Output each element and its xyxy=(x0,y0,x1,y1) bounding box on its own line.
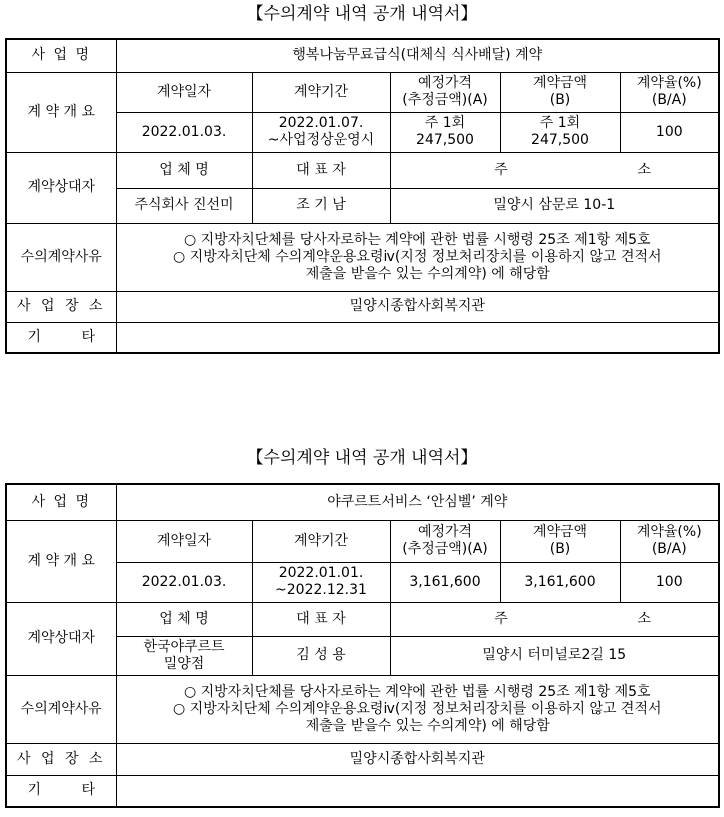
label-counterparty: 계약상대자 xyxy=(6,602,116,675)
contract-amount-line1: 3,161,600 xyxy=(524,573,596,590)
header-representative: 대 표 자 xyxy=(252,152,390,188)
company-name-value xyxy=(116,636,252,675)
estimated-price-value xyxy=(390,112,500,152)
estimated-price-line2: 247,500 xyxy=(416,132,474,148)
estimated-price-line1: 3,161,600 xyxy=(409,573,481,590)
contract-date-value: 2022.01.03. xyxy=(116,562,252,602)
header-contract-rate-line1: 계약율(%) xyxy=(636,75,702,91)
header-address xyxy=(390,602,719,636)
contract-period-value xyxy=(252,112,390,152)
header-contract-amount-line1: 계약금액 xyxy=(532,524,588,540)
company-name-line1: 한국야쿠르트 xyxy=(143,638,225,655)
address-value: 밀양시 삼문로 10-1 xyxy=(390,188,719,223)
header-estimated-price-line1: 예정가격 xyxy=(417,524,473,540)
header-company-name: 업 체 명 xyxy=(116,602,252,636)
site-value: 밀양시종합사회복지관 xyxy=(116,743,719,775)
label-site: 사 업 장 소 xyxy=(6,291,116,322)
site-value: 밀양시종합사회복지관 xyxy=(116,291,719,322)
header-contract-amount-line2: (B) xyxy=(549,541,571,557)
estimated-price-line1: 주 1회 xyxy=(424,115,466,131)
header-estimated-price xyxy=(390,72,500,112)
contract-period-start: 2022.01.07. xyxy=(278,115,364,131)
project-name-value: 야쿠르트서비스 ‘안심벨’ 계약 xyxy=(116,484,719,520)
reason-line-1: ○ 지방자치단체를 당사자로하는 계약에 관한 법률 시행령 25조 제1항 제5호 xyxy=(183,231,651,248)
document-title: 【수의계약 내역 공개 내역서】 xyxy=(246,448,478,468)
other-value xyxy=(116,775,719,807)
header-address-a: 주 xyxy=(494,610,508,627)
header-contract-date: 계약일자 xyxy=(116,520,252,562)
header-contract-amount-line1: 계약금액 xyxy=(532,75,588,91)
label-contract-summary: 계 약 개 요 xyxy=(6,72,116,152)
contract-period-end: ~사업정상운영시 xyxy=(267,132,375,148)
label-reason: 수의계약사유 xyxy=(6,223,116,291)
label-other: 기 타 xyxy=(6,775,116,807)
label-reason: 수의계약사유 xyxy=(6,675,116,743)
label-counterparty: 계약상대자 xyxy=(6,152,116,223)
header-address xyxy=(390,152,719,188)
estimated-price-value xyxy=(390,562,500,602)
contract-amount-line1: 주 1회 xyxy=(539,115,581,131)
header-address-a: 주 xyxy=(494,161,508,178)
contract-amount-line2: 247,500 xyxy=(531,132,589,148)
representative-value: 조 기 남 xyxy=(252,188,390,223)
reason-line-3: 제출을 받을수 있는 수의계약) 에 해당함 xyxy=(305,717,550,734)
contract-amount-value xyxy=(500,112,620,152)
header-contract-amount-line2: (B) xyxy=(549,92,571,108)
header-contract-rate-line1: 계약율(%) xyxy=(636,524,702,540)
header-company-name: 업 체 명 xyxy=(116,152,252,188)
reason-value xyxy=(116,675,719,743)
header-estimated-price-line2: (추정금액)(A) xyxy=(402,541,488,557)
reason-value xyxy=(116,223,719,291)
header-contract-period: 계약기간 xyxy=(252,72,390,112)
contract-disclosure-table xyxy=(5,483,720,808)
header-contract-rate xyxy=(620,520,719,562)
contract-disclosure-table xyxy=(5,38,720,354)
header-contract-amount xyxy=(500,520,620,562)
address-value: 밀양시 터미널로2길 15 xyxy=(390,636,719,675)
reason-line-2: ○ 지방자치단체 수의계약운용요령ⅳ(지정 정보처리장치를 이용하지 않고 견적서 xyxy=(173,700,662,717)
contract-period-value xyxy=(252,562,390,602)
company-name-line1: 주식회사 진선미 xyxy=(134,197,234,213)
contract-date-value: 2022.01.03. xyxy=(116,112,252,152)
contract-rate-value: 100 xyxy=(620,112,719,152)
label-project-name: 사 업 명 xyxy=(6,484,116,520)
contract-rate-value: 100 xyxy=(620,562,719,602)
header-estimated-price-line2: (추정금액)(A) xyxy=(402,92,488,108)
header-contract-date: 계약일자 xyxy=(116,72,252,112)
reason-line-3: 제출을 받을수 있는 수의계약) 에 해당함 xyxy=(305,265,550,282)
contract-amount-value xyxy=(500,562,620,602)
header-estimated-price-line1: 예정가격 xyxy=(417,75,473,91)
header-contract-period: 계약기간 xyxy=(252,520,390,562)
header-contract-rate-line2: (B/A) xyxy=(651,92,687,108)
reason-line-2: ○ 지방자치단체 수의계약운용요령ⅳ(지정 정보처리장치를 이용하지 않고 견적서 xyxy=(173,248,662,265)
label-site: 사 업 장 소 xyxy=(6,743,116,775)
reason-line-1: ○ 지방자치단체를 당사자로하는 계약에 관한 법률 시행령 25조 제1항 제5호 xyxy=(183,683,651,700)
header-address-b: 소 xyxy=(637,161,652,178)
header-contract-rate xyxy=(620,72,719,112)
contract-period-end: ~2022.12.31 xyxy=(275,582,367,598)
label-other: 기 타 xyxy=(6,322,116,353)
project-name-value: 행복나눔무료급식(대체식 식사배달) 계약 xyxy=(116,39,719,72)
header-representative: 대 표 자 xyxy=(252,602,390,636)
header-address-b: 소 xyxy=(637,610,652,627)
label-contract-summary: 계 약 개 요 xyxy=(6,520,116,602)
representative-value: 김 성 용 xyxy=(252,636,390,675)
header-estimated-price xyxy=(390,520,500,562)
header-contract-rate-line2: (B/A) xyxy=(651,541,687,557)
header-contract-amount xyxy=(500,72,620,112)
contract-period-start: 2022.01.01. xyxy=(278,565,364,581)
company-name-line2: 밀양점 xyxy=(163,655,205,672)
other-value xyxy=(116,322,719,353)
company-name-value xyxy=(116,188,252,223)
document-title: 【수의계약 내역 공개 내역서】 xyxy=(246,4,478,24)
label-project-name: 사 업 명 xyxy=(6,39,116,72)
